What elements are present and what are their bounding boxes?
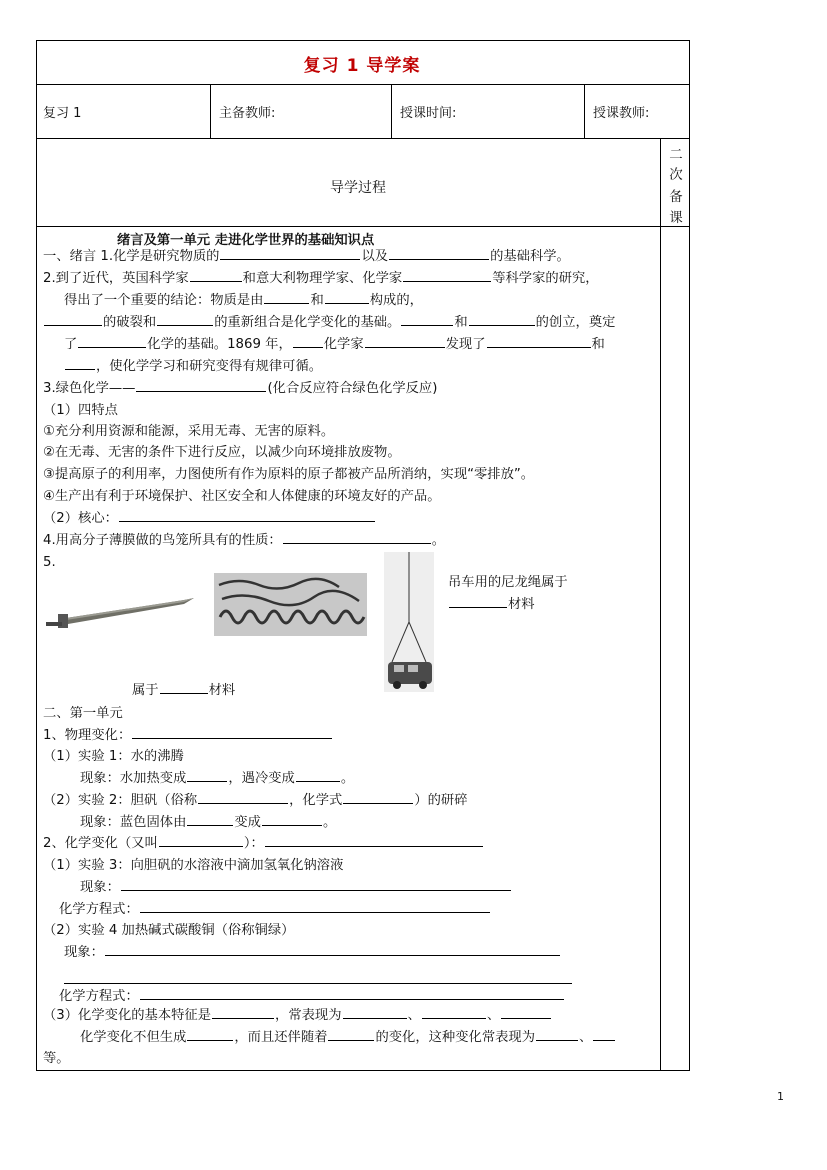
phys-3 [80, 770, 354, 788]
phys-4 [43, 792, 468, 810]
line-10: ②在无毒、无害的条件下进行反应，以减少向环境排放废物。 [43, 445, 401, 460]
line-5 [64, 336, 605, 354]
line-15: 5. [43, 555, 56, 570]
text: 的基础科学。 [490, 249, 570, 264]
text: 的破裂和 [103, 315, 157, 330]
header-teacher: 主备教师: [219, 106, 276, 121]
belong-text [132, 682, 235, 700]
blank [132, 737, 332, 739]
text: ，使化学学习和研究变得有规律可循。 [96, 359, 323, 374]
page-number: 1 [777, 1090, 784, 1103]
chem-8 [43, 1007, 552, 1025]
row-divider-1 [36, 84, 690, 85]
text: 2、化学变化（又叫 [43, 836, 158, 851]
text: 现象：蓝色固体由 [80, 815, 187, 830]
blank [220, 258, 360, 260]
text: 的创立，奠定 [535, 315, 616, 330]
chem-5: （2）实验 4 加热碱式碳酸铜（俗称铜绿） [43, 923, 295, 938]
phys-1 [43, 727, 333, 745]
text: 材料 [208, 683, 236, 698]
blank [536, 1039, 578, 1041]
blank [78, 346, 146, 348]
text: 1、物理变化： [43, 728, 132, 743]
process-label: 导学过程 [330, 180, 386, 196]
table-bottom-border [36, 1070, 690, 1071]
table-right-border [689, 40, 690, 1071]
text: 化学方程式： [59, 902, 139, 917]
chem-10: 等。 [43, 1051, 70, 1066]
blank [187, 1039, 233, 1041]
chem-4 [59, 901, 491, 919]
text: 属于 [132, 683, 159, 698]
blank [293, 346, 323, 348]
chem-9 [80, 1029, 616, 1047]
chem-1 [43, 835, 484, 853]
text: （2）实验 2：胆矾（俗称 [43, 793, 198, 808]
blank [121, 889, 511, 891]
blank [187, 824, 233, 826]
text: 和 [310, 293, 324, 308]
col-divider-1 [210, 84, 211, 138]
side-label-1: 二 [669, 147, 683, 163]
blank [262, 824, 322, 826]
line-8: （1）四特点 [43, 403, 118, 418]
text: 、 [407, 1008, 421, 1023]
text: (化合反应符合绿色化学反应) [267, 381, 438, 396]
blank [157, 324, 213, 326]
line-12: ④生产出有利于环境保护、社区安全和人体健康的环境友好的产品。 [43, 489, 441, 504]
blank [422, 1017, 486, 1019]
text: 。 [322, 815, 337, 830]
phys-2: （1）实验 1：水的沸腾 [43, 749, 184, 764]
line-1 [43, 248, 570, 266]
text: 以及 [361, 249, 389, 264]
blank [160, 692, 208, 694]
text: 4.用高分子薄膜做的鸟笼所具有的性质： [43, 533, 282, 548]
table-left-border [36, 40, 37, 1071]
blank [187, 780, 227, 782]
chem-2: （1）实验 3：向胆矾的水溶液中滴加氢氧化钠溶液 [43, 858, 344, 873]
text: 现象：水加热变成 [80, 771, 187, 786]
chem-3 [80, 879, 512, 897]
text: 、 [486, 1008, 501, 1023]
line-3 [64, 292, 423, 310]
blank [343, 802, 413, 804]
blank [296, 780, 340, 782]
text: 。 [340, 771, 355, 786]
text: 材料 [508, 597, 535, 612]
text: ，常表现为 [275, 1008, 342, 1023]
text: 的重新组合是化学变化的基础。 [214, 315, 401, 330]
text: ，化学式 [289, 793, 343, 808]
header-course: 复习 1 [43, 106, 82, 121]
side-col-divider [660, 138, 661, 1070]
blank [328, 1039, 374, 1041]
header-time: 授课时间: [400, 106, 457, 121]
blank [343, 1017, 407, 1019]
line-9: ①充分利用资源和能源，采用无毒、无害的原料。 [43, 424, 335, 439]
plastic-strip-image [214, 573, 367, 636]
text: 、 [579, 1030, 593, 1045]
blank [140, 998, 564, 1000]
blank [140, 911, 490, 913]
text: 等科学家的研究， [492, 271, 599, 286]
text: 化学的基础。1869 年， [147, 337, 292, 352]
line-2 [43, 270, 599, 288]
text: 变成 [234, 815, 261, 830]
blank [190, 280, 242, 282]
text: ）： [243, 836, 264, 851]
text: 和意大利物理学家、化学家 [242, 271, 403, 286]
side-label-2: 次 [669, 167, 683, 183]
text: 化学方程式： [59, 989, 139, 1004]
text: 一、绪言 1.化学是研究物质的 [43, 249, 220, 264]
text: （3）化学变化的基本特征是 [43, 1008, 212, 1023]
line-11: ③提高原子的利用率，力图使所有作为原料的原子都被产品所消纳，实现“零排放”。 [43, 467, 535, 482]
side-label-4: 课 [669, 210, 683, 226]
text: 。 [431, 533, 446, 548]
unit-1-heading: 二、第一单元 [43, 706, 123, 721]
blank [264, 302, 309, 304]
text: 化学家 [323, 337, 364, 352]
chem-6 [64, 944, 561, 962]
text: 3.绿色化学—— [43, 381, 136, 396]
blank [469, 324, 535, 326]
blank [136, 390, 266, 392]
page-title: 复习 1 导学案 [303, 56, 421, 76]
blank [403, 280, 491, 282]
blank [105, 954, 560, 956]
row-divider-2 [36, 138, 690, 139]
blank [283, 542, 431, 544]
line-14 [43, 532, 445, 550]
line-4 [43, 314, 615, 332]
chem-7 [59, 988, 565, 1006]
blank [389, 258, 489, 260]
col-divider-3 [584, 84, 585, 138]
rope-text-2 [448, 596, 535, 614]
text: 了 [64, 337, 78, 352]
header-lecturer: 授课教师: [593, 106, 650, 121]
text: ）的研碎 [414, 793, 468, 808]
rope-text: 吊车用的尼龙绳属于 [448, 575, 568, 590]
row-divider-3 [36, 226, 690, 227]
blank [449, 606, 507, 608]
text: 现象： [80, 880, 120, 895]
text: ，而且还伴随着 [234, 1030, 328, 1045]
blank [593, 1039, 615, 1041]
blank [401, 324, 453, 326]
crane-car-image [384, 552, 434, 692]
blank [44, 324, 102, 326]
side-label-3: 备 [669, 189, 683, 205]
blank [65, 368, 95, 370]
blank [487, 346, 591, 348]
blank [159, 845, 243, 847]
blank [198, 802, 288, 804]
text: 化学变化不但生成 [80, 1030, 187, 1045]
blank [119, 520, 375, 522]
text: 和 [591, 337, 605, 352]
line-7 [43, 380, 437, 398]
text: 现象： [64, 945, 104, 960]
text: ，遇冷变成 [228, 771, 295, 786]
answer-line [64, 983, 572, 984]
text: （2）核心： [43, 511, 118, 526]
text: 得出了一个重要的结论：物质是由 [64, 293, 264, 308]
table-top-border [36, 40, 690, 41]
blank [265, 845, 483, 847]
text: 的变化，这种变化常表现为 [375, 1030, 536, 1045]
sword-image [44, 578, 196, 638]
line-6 [64, 358, 322, 376]
col-divider-2 [391, 84, 392, 138]
text: 2.到了近代，英国科学家 [43, 271, 189, 286]
text: 构成的， [369, 293, 423, 308]
blank [325, 302, 369, 304]
section-title: 绪言及第一单元 走进化学世界的基础知识点 [117, 233, 375, 248]
blank [501, 1017, 551, 1019]
blank [365, 346, 445, 348]
phys-5 [80, 814, 336, 832]
text: 发现了 [445, 337, 486, 352]
text: 和 [454, 315, 468, 330]
line-13 [43, 510, 376, 528]
blank [212, 1017, 274, 1019]
